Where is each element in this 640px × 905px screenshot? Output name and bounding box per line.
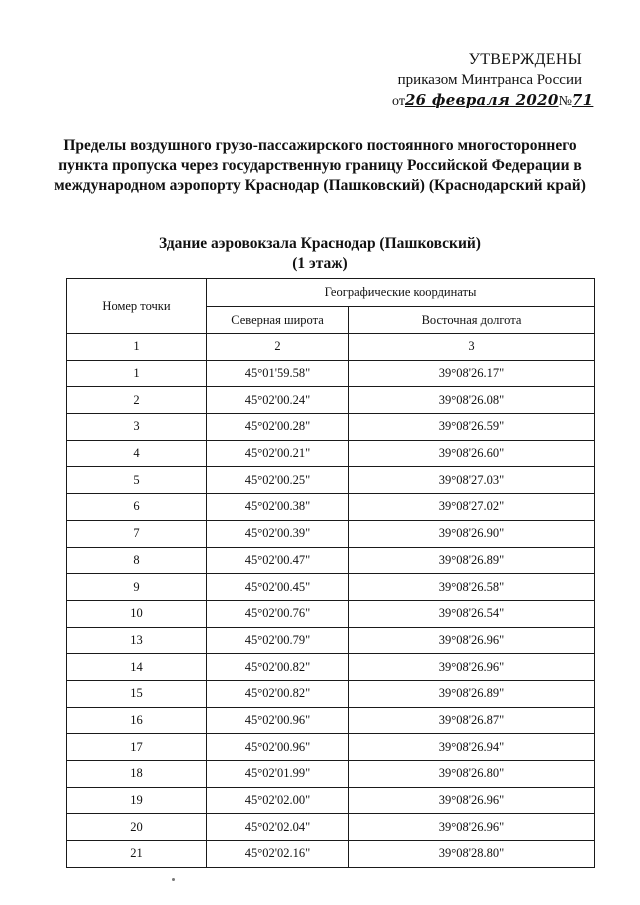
table-row: [67, 494, 595, 521]
header-geo-coordinates: Географические координаты: [207, 279, 595, 307]
document-title: Пределы воздушного грузо-пассажирского постоянного многостороннего пункта пропуска через государственную границу Российской Федерации в международном аэропорту Краснодар (Пашковский) (Краснодарский край): [54, 137, 586, 194]
table-header: [67, 279, 595, 361]
cell-longitude: 39°08'26.59": [349, 414, 595, 441]
section-title-line2: (1 этаж): [292, 255, 348, 272]
cell-point-number: 5: [67, 467, 207, 494]
cell-point-number: 10: [67, 600, 207, 627]
table-row: [67, 440, 595, 467]
cell-latitude: 45°02'00.38": [207, 494, 349, 521]
cell-point-number: 17: [67, 734, 207, 761]
table-row: [67, 761, 595, 788]
cell-point-number: 6: [67, 494, 207, 521]
cell-longitude: 39°08'27.02": [349, 494, 595, 521]
cell-latitude: 45°02'00.45": [207, 574, 349, 601]
table-row: [67, 787, 595, 814]
cell-latitude: 45°02'00.47": [207, 547, 349, 574]
cell-latitude: 45°02'01.99": [207, 761, 349, 788]
approval-number-prefix: №: [558, 94, 572, 109]
table-row: [67, 680, 595, 707]
cell-longitude: 39°08'27.03": [349, 467, 595, 494]
cell-longitude: 39°08'26.80": [349, 761, 595, 788]
cell-longitude: 39°08'26.87": [349, 707, 595, 734]
coordinates-table: [66, 278, 595, 868]
cell-latitude: 45°02'00.82": [207, 654, 349, 681]
cell-point-number: 9: [67, 574, 207, 601]
cell-latitude: 45°02'02.04": [207, 814, 349, 841]
cell-latitude: 45°02'00.39": [207, 520, 349, 547]
table-row: [67, 627, 595, 654]
cell-longitude: 39°08'28.80": [349, 841, 595, 868]
table-row: [67, 814, 595, 841]
approval-order-line: приказом Минтранса России: [397, 72, 582, 88]
header-colnum-2: 2: [207, 334, 349, 361]
cell-point-number: 3: [67, 414, 207, 441]
cell-longitude: 39°08'26.08": [349, 387, 595, 414]
cell-point-number: 21: [67, 841, 207, 868]
approval-date-number: [392, 90, 594, 112]
table-row: [67, 387, 595, 414]
cell-point-number: 18: [67, 761, 207, 788]
cell-longitude: 39°08'26.54": [349, 600, 595, 627]
cell-longitude: 39°08'26.60": [349, 440, 595, 467]
cell-longitude: 39°08'26.89": [349, 680, 595, 707]
cell-longitude: 39°08'26.58": [349, 574, 595, 601]
cell-latitude: 45°02'00.24": [207, 387, 349, 414]
approval-heading: УТВЕРЖДЕНЫ: [468, 51, 582, 68]
header-longitude: Восточная долгота: [349, 307, 595, 334]
table-row: [67, 520, 595, 547]
cell-point-number: 16: [67, 707, 207, 734]
approval-from-prefix: от: [392, 94, 405, 109]
cell-point-number: 13: [67, 627, 207, 654]
handwritten-date: 26 февраля 2020: [404, 91, 559, 109]
cell-latitude: 45°02'00.82": [207, 680, 349, 707]
cell-point-number: 7: [67, 520, 207, 547]
table-row: [67, 414, 595, 441]
cell-longitude: 39°08'26.96": [349, 627, 595, 654]
cell-latitude: 45°01'59.58": [207, 360, 349, 387]
cell-point-number: 14: [67, 654, 207, 681]
section-title-line1: Здание аэровокзала Краснодар (Пашковский): [159, 235, 481, 252]
scan-dot: [172, 878, 175, 881]
table-body: [67, 360, 595, 867]
table-row: [67, 547, 595, 574]
table-row: [67, 360, 595, 387]
cell-point-number: 2: [67, 387, 207, 414]
cell-latitude: 45°02'00.21": [207, 440, 349, 467]
table-row: [67, 707, 595, 734]
table-row: [67, 654, 595, 681]
cell-latitude: 45°02'00.96": [207, 707, 349, 734]
cell-point-number: 4: [67, 440, 207, 467]
header-colnum-1: 1: [67, 334, 207, 361]
cell-latitude: 45°02'02.16": [207, 841, 349, 868]
cell-longitude: 39°08'26.90": [349, 520, 595, 547]
header-colnum-3: 3: [349, 334, 595, 361]
approval-stamp: [392, 50, 594, 112]
cell-longitude: 39°08'26.89": [349, 547, 595, 574]
cell-point-number: 19: [67, 787, 207, 814]
cell-latitude: 45°02'00.28": [207, 414, 349, 441]
cell-point-number: 8: [67, 547, 207, 574]
cell-longitude: 39°08'26.94": [349, 734, 595, 761]
cell-point-number: 1: [67, 360, 207, 387]
cell-latitude: 45°02'00.79": [207, 627, 349, 654]
cell-longitude: 39°08'26.96": [349, 787, 595, 814]
section-title: [100, 234, 540, 274]
table-row: [67, 574, 595, 601]
cell-latitude: 45°02'00.96": [207, 734, 349, 761]
cell-longitude: 39°08'26.96": [349, 654, 595, 681]
handwritten-number: 71: [571, 91, 594, 109]
table-row: [67, 841, 595, 868]
header-point-number: Номер точки: [67, 279, 207, 334]
cell-longitude: 39°08'26.96": [349, 814, 595, 841]
table-row: [67, 734, 595, 761]
cell-point-number: 15: [67, 680, 207, 707]
cell-point-number: 20: [67, 814, 207, 841]
cell-latitude: 45°02'00.25": [207, 467, 349, 494]
table-row: [67, 600, 595, 627]
header-latitude: Северная широта: [207, 307, 349, 334]
cell-latitude: 45°02'02.00": [207, 787, 349, 814]
cell-longitude: 39°08'26.17": [349, 360, 595, 387]
cell-latitude: 45°02'00.76": [207, 600, 349, 627]
table-row: [67, 467, 595, 494]
